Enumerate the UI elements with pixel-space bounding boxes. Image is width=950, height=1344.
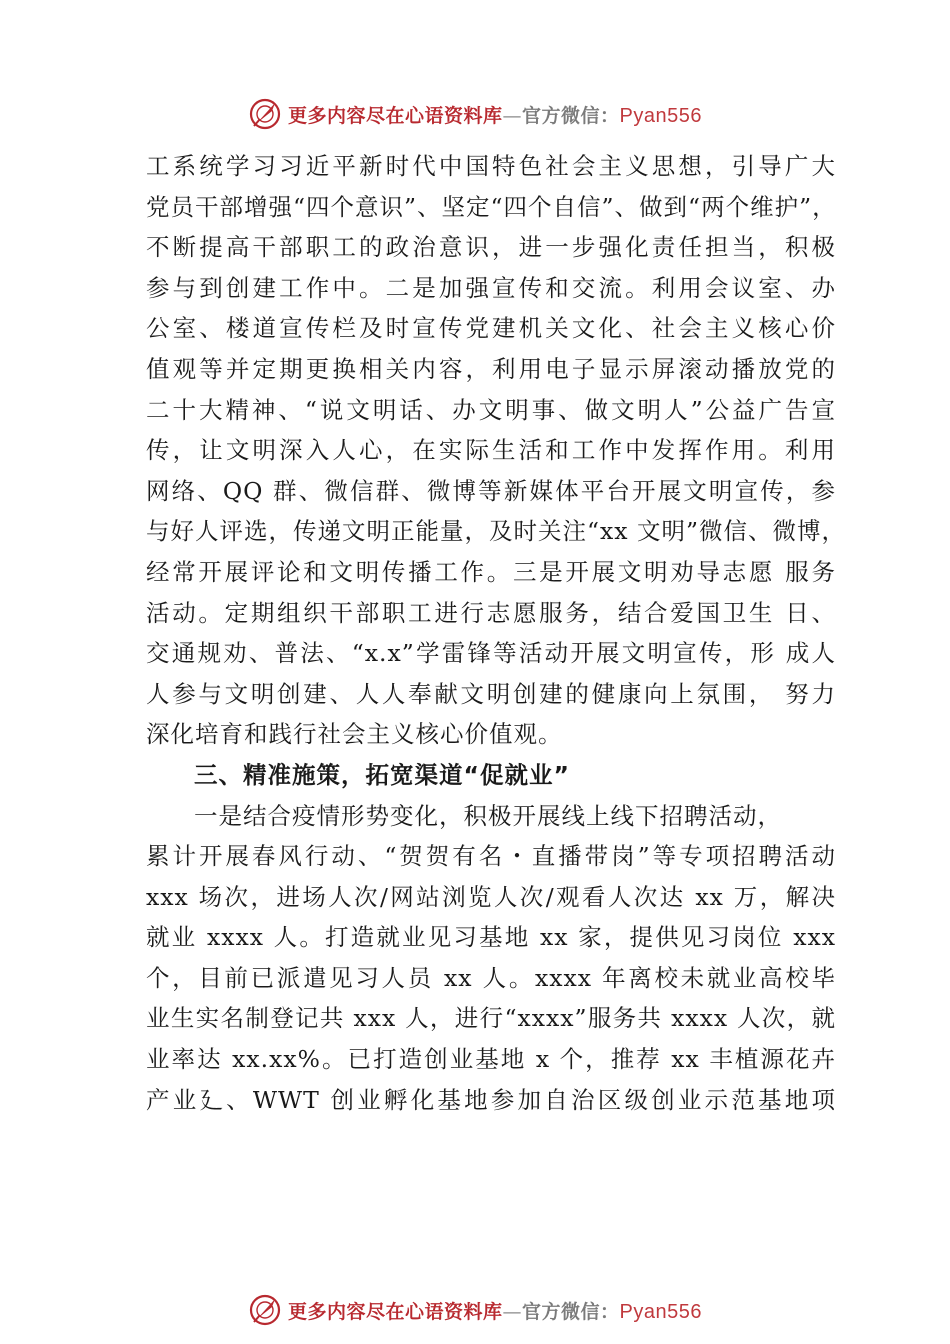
document-body: [146, 146, 847, 1120]
text-line: 深化培育和践行社会主义核心价值观。: [146, 720, 563, 749]
text-line: 经常开展评论和文明传播工作。三是开展文明劝导志愿 服务: [146, 557, 836, 586]
banner-dash: —: [502, 1300, 523, 1323]
banner-text: [288, 1297, 702, 1324]
section-heading: 三、精准施策，拓宽渠道“促就业”: [194, 760, 570, 789]
text-line: 业率达 xx.xx%。已打造创业基地 x 个，推荐 xx 丰植源花卉: [146, 1045, 836, 1074]
quill-logo-icon: [248, 1293, 282, 1327]
text-line: 一是结合疫情形势变化，积极开展线上线下招聘活动，: [194, 801, 782, 830]
text-line: 网络、QQ 群、微信群、微博等新媒体平台开展文明宣传，参: [146, 476, 836, 505]
banner-dash: —: [502, 104, 523, 127]
text-line: 工系统学习习近平新时代中国特色社会主义思想，引导广大: [146, 152, 836, 180]
banner-wechat-id: Pyan556: [619, 1300, 702, 1323]
text-line: 二十大精神、“说文明话、办文明事、做文明人”公益广告宣: [146, 395, 836, 424]
banner-official: 官方微信：: [522, 1300, 620, 1323]
banner-official: 官方微信：: [522, 104, 620, 127]
text-line: 与好人评选，传递文明正能量，及时关注“xx 文明”微信、微博，: [146, 517, 847, 546]
text-line: 个，目前已派遣见习人员 xx 人。xxxx 年离校未就业高校毕: [146, 963, 836, 992]
text-line: 不断提高干部职工的政治意识，进一步强化责任担当，积极: [146, 233, 836, 262]
text-line: 党员干部增强“四个意识”、坚定“四个自信”、做到“两个维护”，: [146, 192, 837, 221]
banner-brand: 更多内容尽在心语资料库: [288, 104, 503, 127]
text-line: 人参与文明创建、人人奉献文明创建的健康向上氛围， 努力: [146, 679, 836, 708]
text-line: 交通规劝、普法、“x.x”学雷锋等活动开展文明宣传，形 成人: [146, 639, 836, 668]
quill-logo-icon: [248, 97, 282, 131]
header-banner: [0, 94, 950, 134]
text-line: 活动。定期组织干部职工进行志愿服务，结合爱国卫生 日、: [146, 598, 836, 627]
text-line: 值观等并定期更换相关内容，利用电子显示屏滚动播放党的: [146, 354, 836, 383]
text-line: 累计开展春风行动、“贺贺有名・直播带岗”等专项招聘活动: [146, 842, 836, 871]
text-line: xxx 场次，进场人次/网站浏览人次/观看人次达 xx 万，解决: [146, 882, 836, 911]
text-line: 公室、楼道宣传栏及时宣传党建机关文化、社会主义核心价: [146, 314, 836, 343]
banner-wechat-id: Pyan556: [619, 104, 702, 127]
text-line: 就业 xxxx 人。打造就业见习基地 xx 家，提供见习岗位 xxx: [146, 923, 836, 952]
paragraph-employment: [146, 796, 836, 1121]
text-line: 传，让文明深入人心，在实际生活和工作中发挥作用。利用: [146, 436, 836, 465]
paragraph-civility: [146, 146, 847, 755]
banner-brand: 更多内容尽在心语资料库: [288, 1300, 503, 1323]
text-line: 参与到创建工作中。二是加强宣传和交流。利用会议室、办: [146, 273, 836, 302]
text-line: 产业廴、WWT 创业孵化基地参加自治区级创业示范基地项: [146, 1085, 836, 1114]
banner-text: [288, 101, 702, 128]
footer-banner: [0, 1290, 950, 1330]
text-line: 业生实名制登记共 xxx 人，进行“xxxx”服务共 xxxx 人次，就: [146, 1004, 836, 1033]
